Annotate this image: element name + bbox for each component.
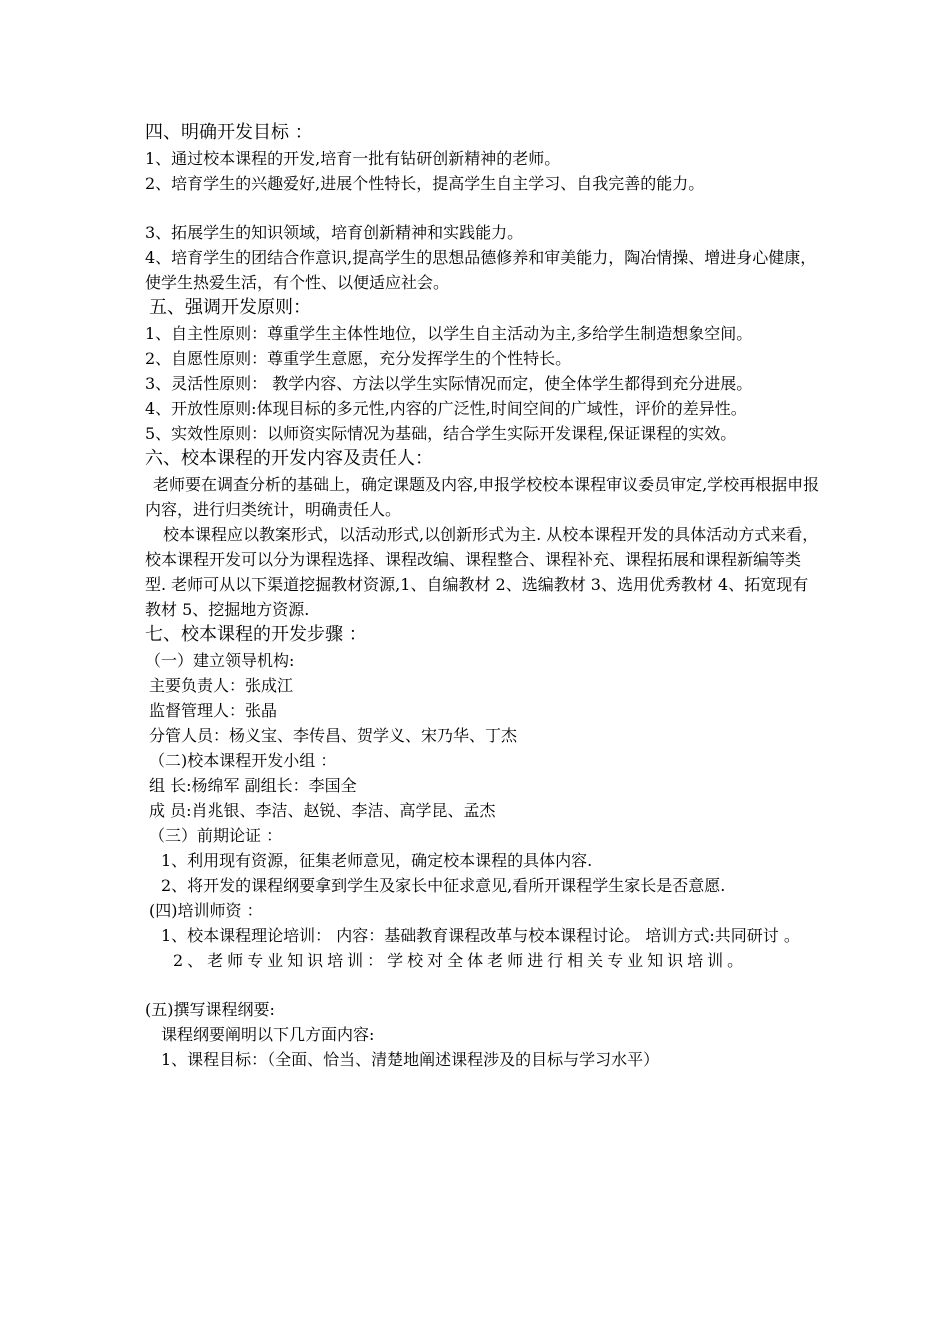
section5-item-1: 1、自主性原则：尊重学生主体性地位，以学生自主活动为主,多给学生制造想象空间。 [145,324,753,343]
sub1-line-1: 主要负责人：张成江 [149,676,294,695]
section6-paragraph-2: 校本课程应以教案形式，以活动形式,以创新形式为主. 从校本课程开发的具体活动方式来看，校本课程开发可以分为课程选择、课程改编、课程整合、课程补充、课程拓展和课程新编等类型. 老师可从以下渠道挖掘教材资源,1、自编教材 2、选编教材 3、选用优秀教材 4、拓宽现有教材 5、挖掘地方资源. [145,525,819,619]
sub2-leader-line: 组 长:杨绵军 副组长：李国全 [149,776,357,795]
sub3-line-2: 2、将开发的课程纲要拿到学生及家长中征求意见,看所开课程学生家长是否意愿. [161,876,726,895]
section5-item-5: 5、实效性原则：以师资实际情况为基础，结合学生实际开发课程,保证课程的实效。 [145,424,737,443]
section4-item-4: 4、培育学生的团结合作意识,提高学生的思想品德修养和审美能力，陶冶情操、增进身心健康，使学生热爱生活，有个性、以便适应社会。 [145,248,817,292]
sub3-title: （三）前期论证 ： [149,826,283,845]
sub1-line-3: 分管人员：杨义宝、李传昌、贺学义、宋乃华、丁杰 [149,726,518,745]
sub2-title: （二)校本课程开发小组 ： [149,751,337,770]
sub5-line-1: 课程纲要阐明以下几方面内容: [161,1025,375,1044]
sub5-line-2: 1、课程目标：（全面、恰当、清楚地阐述课程涉及的目标与学习水平） [161,1050,660,1069]
sub1-line-2: 监督管理人：张晶 [149,701,278,720]
sub4-line-1: 1、校本课程理论培训： 内容：基础教育课程改革与校本课程讨论。 培训方式:共同研讨 。 [161,926,800,945]
document-body [145,120,820,1072]
section5-item-3: 3、灵活性原则： 教学内容、方法以学生实际情况而定，使全体学生都得到充分进展。 [145,374,753,393]
section4-heading: 四、明确开发目标 ： [145,122,313,143]
sub5-title: (五)撰写课程纲要: [145,1000,275,1019]
section5-item-4: 4、开放性原则:体现目标的多元性,内容的广泛性,时间空间的广域性，评价的差异性。 [145,399,747,418]
section5-heading: 五、强调开发原则： [149,297,311,318]
section4-item-1: 1、通过校本课程的开发,培育一批有钻研创新精神的老师。 [145,149,561,168]
section4-item-2: 2、培育学生的兴趣爱好,进展个性特长，提高学生自主学习、自我完善的能力。 [145,174,705,193]
sub3-line-1: 1、利用现有资源，征集老师意见，确定校本课程的具体内容. [161,851,593,870]
sub1-title: （一）建立领导机构: [145,651,295,670]
section6-paragraph-1: 老师要在调查分析的基础上，确定课题及内容,申报学校校本课程审议委员审定,学校再根据申报内容，进行归类统计，明确责任人。 [145,475,820,519]
sub2-member-line: 成 员:肖兆银、李洁、赵锐、李洁、高学昆、孟杰 [149,801,496,820]
section6-heading: 六、校本课程的开发内容及责任人： [145,448,433,469]
section5-item-2: 2、自愿性原则：尊重学生意愿，充分发挥学生的个性特长。 [145,349,572,368]
sub4-line-2: 2、老师专业知识培训：学校对全体老师进行相关专业知识培训。 [173,951,748,970]
blank-line [145,196,820,220]
section7-heading: 七、校本课程的开发步骤 ： [145,624,367,645]
section4-item-3: 3、拓展学生的知识领域，培育创新精神和实践能力。 [145,223,524,242]
blank-line [145,973,820,997]
sub4-title: (四)培训师资 ： [149,901,263,920]
